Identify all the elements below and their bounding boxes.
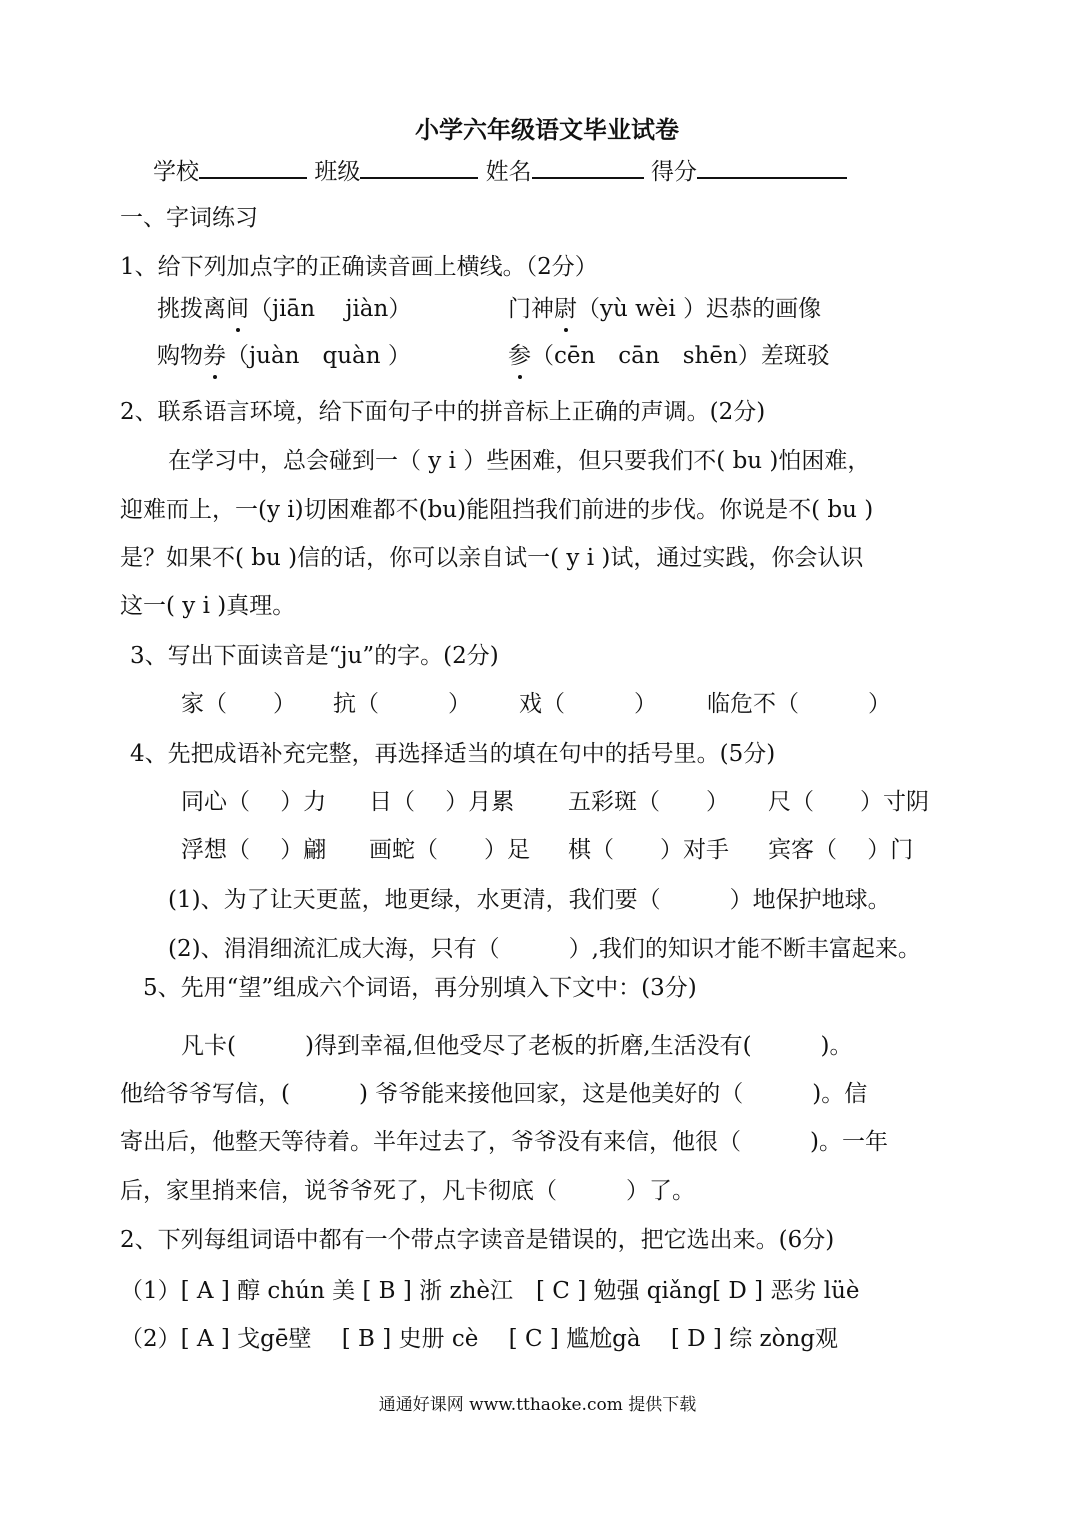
- q1-b-options: （yù wèi ）迟恭的画像: [577, 296, 822, 322]
- q4-idiom: 画蛇（ ）足: [369, 837, 530, 863]
- q3-item: 戏（ ）: [519, 691, 657, 717]
- q2-line: 迎难而上，一(y i)切困难都不(bu)能阻挡我们前进的步伐。你说是不( bu ): [120, 497, 874, 523]
- q6-title: 2、下列每组词语中都有一个带点字读音是错误的，把它选出来。(6分): [120, 1227, 835, 1253]
- q1-c-text: 购物: [157, 343, 203, 369]
- q4-idiom: 尺（ ）寸阴: [768, 789, 929, 815]
- q1-a-text: 挑拨离: [157, 296, 226, 322]
- q4-idiom: 宾客（ ）门: [768, 837, 914, 863]
- header-fields: [153, 155, 847, 187]
- q1-title: 1、给下列加点字的正确读音画上横线。（2分）: [120, 254, 598, 280]
- class-blank: [360, 155, 478, 179]
- page-title: 小学六年级语文毕业试卷: [415, 116, 679, 144]
- q4-sentence: (1)、为了让天更蓝，地更绿，水更清，我们要（ ）地保护地球。: [168, 887, 891, 913]
- q6-row: （1）[ A ] 醇 chún 美 [ B ] 浙 zhè江 [ C ] 勉强 qiǎng[ D ] 恶劣 lüè: [120, 1278, 860, 1304]
- footer-credit: 通通好课网 www.tthaoke.com 提供下载: [378, 1395, 697, 1415]
- q4-idiom: 日（ ）月累: [369, 789, 515, 815]
- name-blank: [532, 155, 644, 179]
- q5-line: 凡卡( )得到幸福,但他受尽了老板的折磨,生活没有( )。: [181, 1033, 853, 1059]
- q1-d-dotted-char: 参: [508, 343, 531, 369]
- school-blank: [199, 155, 307, 179]
- name-label: 姓名: [485, 159, 532, 185]
- q1-item-b: [508, 294, 821, 324]
- q3-item: 临危不（ ）: [707, 691, 891, 717]
- q2-title: 2、联系语言环境，给下面句子中的拼音标上正确的声调。(2分): [120, 399, 766, 425]
- q4-sentence: (2)、涓涓细流汇成大海，只有（ ）,我们的知识才能不断丰富起来。: [168, 936, 921, 962]
- q1-b-text: 门神: [508, 296, 554, 322]
- q2-line: 这一( y i )真理。: [120, 593, 296, 619]
- q1-c-options: （juàn quàn ）: [226, 343, 411, 369]
- q4-idiom: 浮想（ ）翩: [181, 837, 327, 863]
- q3-item: 抗（ ）: [333, 691, 471, 717]
- q4-idiom: 同心（ ）力: [181, 789, 327, 815]
- q1-a-dotted-char: 间: [226, 296, 249, 322]
- q1-item-c: [157, 341, 411, 371]
- q5-title: 5、先用“望”组成六个词语，再分别填入下文中：(3分): [143, 975, 697, 1001]
- q3-item: 家（ ）: [181, 691, 296, 717]
- q5-line: 后，家里捎来信，说爷爷死了，凡卡彻底（ ）了。: [120, 1178, 695, 1204]
- q1-b-dotted-char: 尉: [554, 296, 577, 322]
- q5-line: 他给爷爷写信，( ) 爷爷能来接他回家，这是他美好的（ )。信: [120, 1081, 868, 1107]
- q1-item-a: [157, 294, 411, 324]
- q4-title: 4、先把成语补充完整，再选择适当的填在句中的括号里。(5分): [130, 741, 776, 767]
- section-heading: 一、字词练习: [120, 205, 258, 231]
- class-label: 班级: [314, 159, 361, 185]
- q6-row: （2）[ A ] 戈gē壁 [ B ] 史册 cè [ C ] 尴尬gà [ D ] 综 zòng观: [120, 1326, 839, 1352]
- q1-a-options: （jiān jiàn）: [249, 296, 412, 322]
- q3-title: 3、写出下面读音是“ju”的字。(2分): [130, 643, 499, 669]
- school-label: 学校: [153, 159, 199, 185]
- q2-line: 在学习中，总会碰到一（ y i ）些困难，但只要我们不( bu )怕困难，: [168, 448, 871, 474]
- q1-item-d: [508, 341, 830, 371]
- q1-c-dotted-char: 券: [203, 343, 226, 369]
- score-blank: [697, 155, 847, 179]
- q2-line: 是？如果不( bu )信的话，你可以亲自试一( y i )试，通过实践，你会认识: [120, 545, 864, 571]
- q5-line: 寄出后，他整天等待着。半年过去了，爷爷没有来信，他很（ )。一年: [120, 1129, 888, 1155]
- q1-d-options: （cēn cān shēn）差斑驳: [531, 343, 830, 369]
- score-label: 得分: [650, 159, 697, 185]
- q4-idiom: 棋（ ）对手: [568, 837, 729, 863]
- q4-idiom: 五彩斑（ ）: [568, 789, 729, 815]
